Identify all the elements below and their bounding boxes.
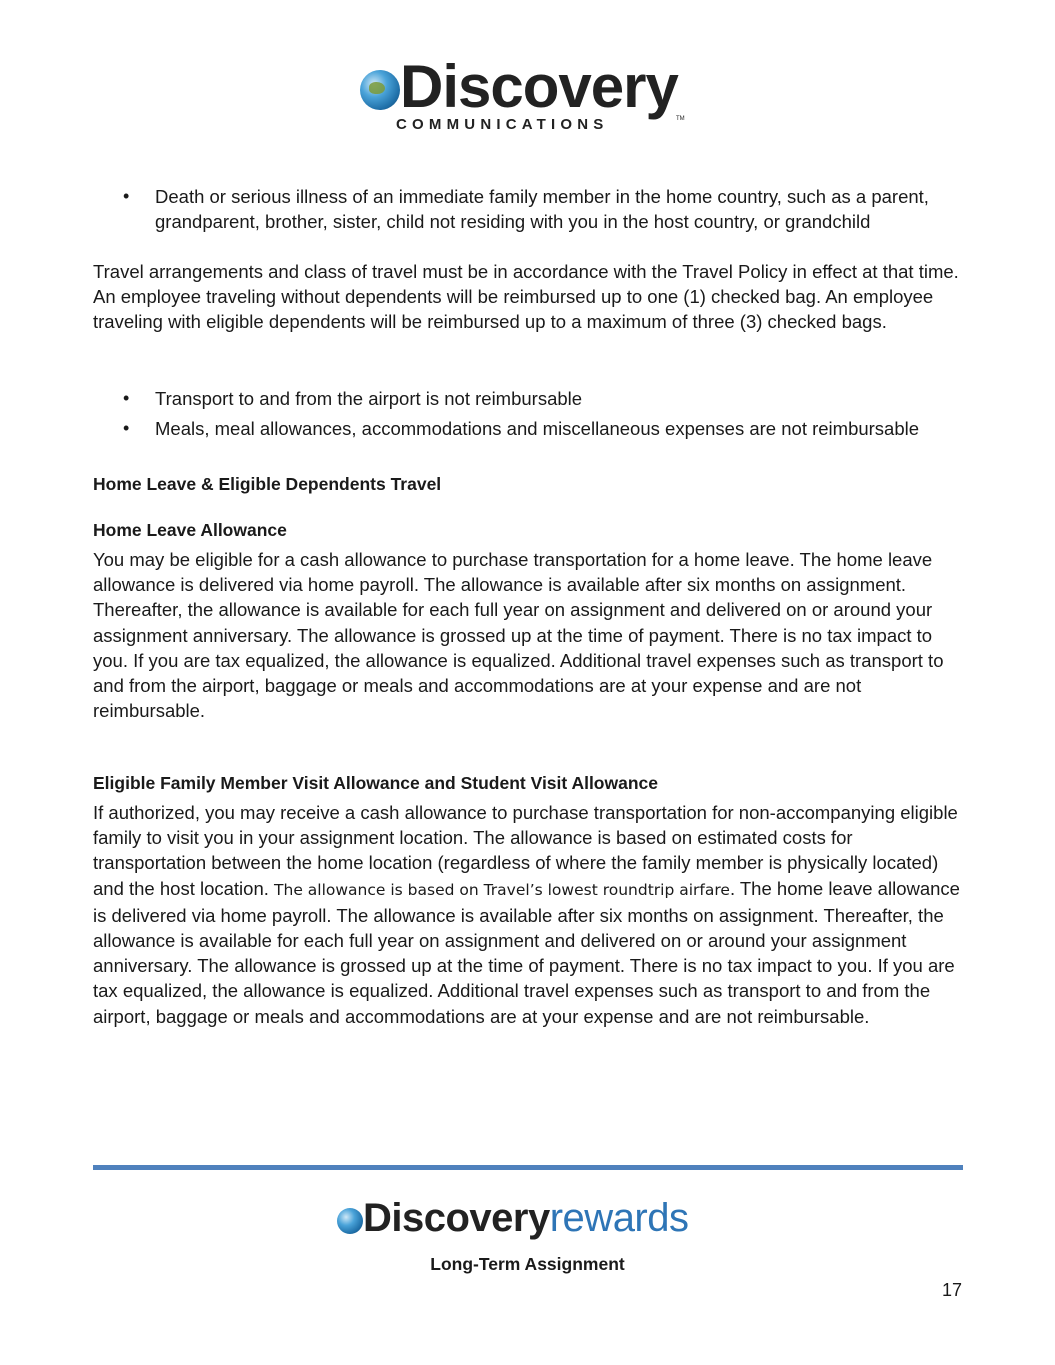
discovery-communications-logo [360, 53, 700, 138]
family-visit-heading: Eligible Family Member Visit Allowance and Student Visit Allowance [93, 773, 658, 793]
rewards-wordmark [363, 1196, 689, 1241]
family-visit-paragraph [93, 800, 963, 1029]
rewards-logo-word: Discovery [363, 1196, 550, 1240]
travel-paragraph: Travel arrangements and class of travel must be in accordance with the Travel Policy in effect at that time. An employee traveling without dependents will be reimbursed up to one (1) checked bag. An employee traveling with eligible dependents will be reimbursed up to a maximum of three (3) checked bags. [93, 261, 959, 333]
family-visit-text-2: The allowance is based on Travel’s lowest roundtrip airfare [274, 880, 730, 899]
home-leave-heading: Home Leave Allowance [93, 520, 287, 540]
rewards-logo-rewards: rewards [549, 1196, 689, 1240]
footer-divider [93, 1165, 963, 1170]
family-visit-text-3: . The home leave allowance is delivered via home payroll. The allowance is available after six months on assignment. Thereafter, the allowance is available for each full year on assignment and delivered on or around your assignment anniversary. The allowance is grossed up at the time of payment. There is no tax impact to you. If you are tax equalized, the allowance is equalized. Additional travel expenses such as transport to and from the airport, baggage or meals and accommodations are at your expense and are not reimbursable. [93, 877, 960, 1027]
globe-icon [360, 70, 400, 110]
list-item: • Meals, meal allowances, accommodations and miscellaneous expenses are not reimbursable [93, 416, 963, 441]
list-item: • Death or serious illness of an immediate family member in the home country, such as a parent, grandparent, brother, sister, child not residing with you in the host country, or grandchild [93, 184, 963, 234]
globe-icon [337, 1208, 363, 1234]
footer-caption: Long-Term Assignment [430, 1254, 625, 1274]
list-item: • Transport to and from the airport is not reimbursable [93, 386, 963, 411]
logo-wordmark: Discovery [400, 53, 678, 120]
bullet-list-mid [93, 386, 963, 441]
section-heading: Home Leave & Eligible Dependents Travel [93, 474, 442, 494]
discovery-rewards-logo [337, 1196, 737, 1246]
bullet-list-top [93, 184, 963, 234]
home-leave-paragraph: You may be eligible for a cash allowance to purchase transportation for a home leave. The home leave allowance is delivered via home payroll. The allowance is available after six months on assignment. Thereafter, the allowance is available for each full year on assignment and delivered on or around your assignment anniversary. The allowance is grossed up at the time of payment. There is no tax impact to you. If you are tax equalized, the allowance is equalized. Additional travel expenses such as transport to and from the airport, baggage or meals and accommodations are at your expense and are not reimbursable. [93, 549, 944, 722]
logo-subtitle: COMMUNICATIONS [396, 116, 609, 133]
page-number: 17 [941, 1280, 962, 1300]
family-visit-text-1: If authorized, you may receive a cash allowance to purchase transportation for non-accompanying eligible family to visit you in your assignment location. The allowance is based on estimated costs for transportation between the home location (regardless of where the family member is physically located) and the host location. [93, 802, 958, 899]
logo-trademark: TM [676, 116, 685, 122]
